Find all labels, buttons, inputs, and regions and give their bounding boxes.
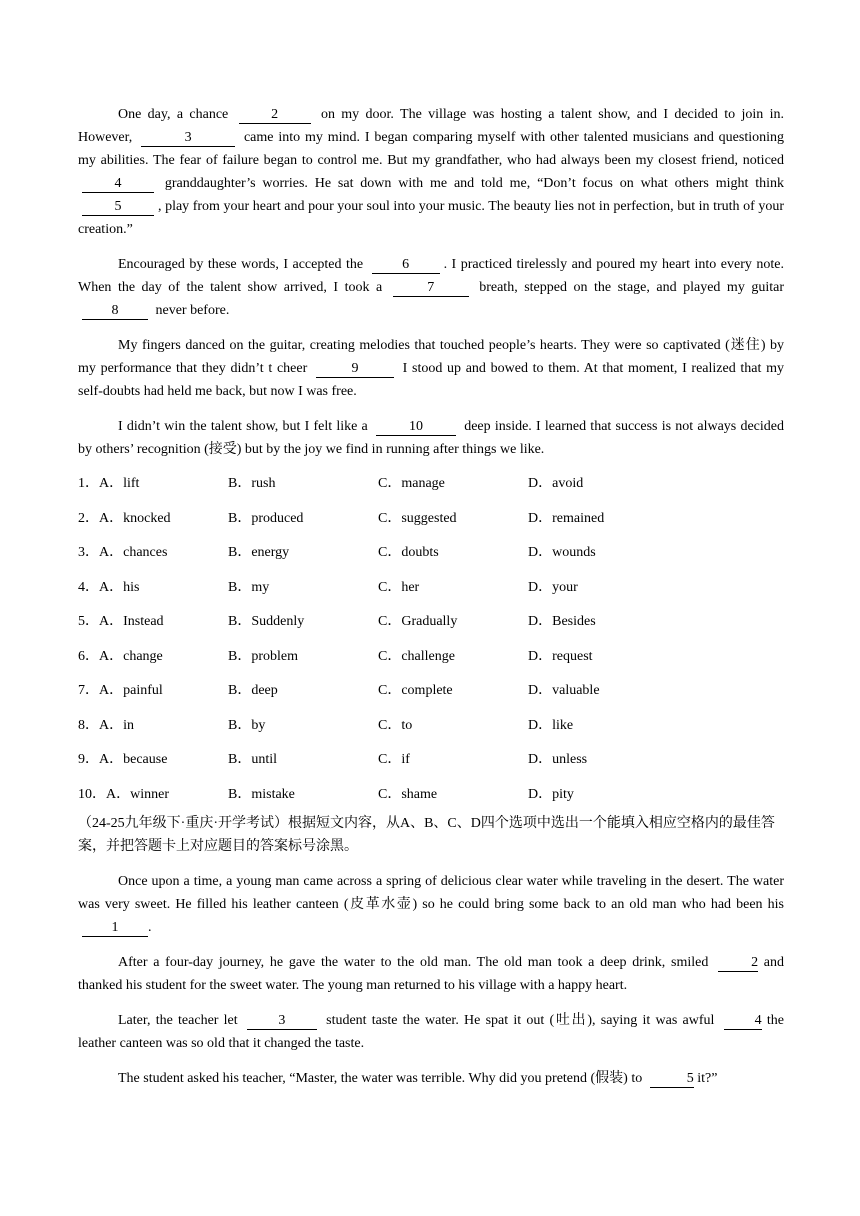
passage1-paragraph-4 [78,415,784,461]
text-run: . I practiced tirelessly and poured my heart into every note. When the day of the talent show arrived, I took a [78,257,784,295]
option-row-4 [78,576,784,611]
option-b: B．until [228,752,278,767]
option-c: C．challenge [378,648,455,664]
text-run: . [148,920,152,935]
passage1-paragraph-3 [78,334,784,403]
option-a: 8．A．in [78,717,134,733]
blank-4: 4 [82,176,154,193]
text-run: never before. [152,303,230,318]
option-d: D．pity [528,786,574,802]
option-c: C．shame [378,786,438,802]
option-c: C．suggested [378,510,457,526]
text-run: , play from your heart and pour your soul into your music. The beauty lies not in perfection, but in truth of your creation.” [78,199,784,237]
text-run: it?” [697,1071,718,1086]
option-a: 3．A．chances [78,545,168,560]
text-run: I stood up and bowed to them. At that moment, I realized that my self-doubts had held me back, but now I was free. [78,361,784,399]
blank-2: 2 [239,107,311,124]
text-run: After a four-day journey, he gave the water to the old man. The old man took a deep drink, smiled [118,955,715,970]
text-run: granddaughter’s worries. He sat down with me and told me, “Don’t focus on what others might think [158,176,784,191]
text-run: on my door. The village was hosting a talent show, and I decided to join in. However, [78,107,784,145]
option-row-5 [78,610,784,645]
text-run: I didn’t win the talent show, but I felt like a [118,419,372,434]
text-run: the leather canteen was so old that it changed the taste. [78,1013,784,1051]
option-a: 7．A．painful [78,683,163,698]
option-row-9 [78,748,784,783]
option-c: C．doubts [378,545,439,560]
passage2-paragraph-4 [78,1067,784,1090]
text-run: The student asked his teacher, “Master, the water was terrible. Why did you pretend (假装) to [118,1071,646,1086]
blank-10: 10 [376,419,456,436]
option-d: D．Besides [528,614,596,629]
option-row-8 [78,714,784,749]
document-content [78,103,784,1090]
option-d: D．unless [528,752,588,767]
text-run: My fingers danced on the guitar, creating melodies that touched people’s hearts. They were so captivated (迷住) by my performance that they didn’t t cheer [78,338,784,376]
option-a: 2．A．knocked [78,510,171,526]
option-b: B．my [228,579,270,595]
text-run: Later, the teacher let [118,1013,243,1028]
option-d: D．wounds [528,545,596,560]
option-a: 9．A．because [78,752,168,767]
blank-5: 5 [650,1071,694,1088]
passage2-paragraph-1 [78,870,784,939]
blank-5: 5 [82,199,154,216]
options-list [78,472,784,817]
blank-7: 7 [393,280,469,297]
blank-3: 3 [141,130,235,147]
option-c: C．manage [378,476,445,491]
option-b: B．mistake [228,786,295,802]
option-row-7 [78,679,784,714]
blank-3: 3 [247,1013,317,1030]
option-a: 4．A．his [78,579,140,595]
text-run: Once upon a time, a young man came across a spring of delicious clear water while traveling in the desert. The water was very sweet. He filled his leather canteen (皮革水壶) so he could bring some back to an old man who had been his [78,874,784,912]
option-row-2 [78,507,784,542]
option-c: C．Gradually [378,614,458,629]
option-a: 10．A．winner [78,786,169,802]
blank-8: 8 [82,303,148,320]
option-b: B．produced [228,510,304,526]
text-run: and thanked his student for the sweet water. The young man returned to his village with a happy heart. [78,955,784,993]
option-c: C．if [378,752,410,767]
text-run: deep inside. I learned that success is not always decided by others’ recognition (接受) but by the joy we find in running after things we like. [78,419,784,457]
passage1-paragraph-1 [78,103,784,241]
text-run: student taste the water. He spat it out (吐出), saying it was awful [320,1013,720,1028]
text-run: Encouraged by these words, I accepted the [118,257,368,272]
option-b: B．deep [228,683,278,698]
option-row-6 [78,645,784,680]
text-run: came into my mind. I began comparing myself with other talented musicians and questioning my abilities. The fear of failure began to control me. But my grandfather, who had always been my closest friend, noticed [78,130,785,168]
option-b: B．Suddenly [228,614,305,629]
blank-2: 2 [718,955,758,972]
option-d: D．remained [528,510,605,526]
blank-1: 1 [82,920,148,937]
option-row-1 [78,472,784,507]
passage2-paragraph-2 [78,951,784,997]
option-row-3 [78,541,784,576]
option-b: B．energy [228,545,290,560]
option-row-10 [78,783,784,818]
passage2 [78,870,784,1090]
option-a: 5．A．Instead [78,614,164,629]
blank-9: 9 [316,361,394,378]
passage1-paragraph-2 [78,253,784,322]
option-d: D．request [528,648,593,664]
option-a: 1．A．lift [78,476,140,491]
passage2-paragraph-3 [78,1009,784,1055]
option-b: B．problem [228,648,298,664]
section2-instructions: （24-25九年级下·重庆·开学考试）根据短文内容，从A、B、C、D四个选项中选出一个能填入相应空格内的最佳答案，并把答题卡上对应题目的答案标号涂黑。 [78,816,775,854]
option-b: B．by [228,717,266,733]
option-d: D．like [528,717,574,733]
option-c: C．to [378,717,413,733]
option-d: D．your [528,579,578,595]
option-d: D．avoid [528,476,584,491]
option-b: B．rush [228,476,276,491]
option-c: C．complete [378,683,453,698]
blank-4: 4 [724,1013,762,1030]
option-d: D．valuable [528,683,600,698]
option-a: 6．A．change [78,648,163,664]
text-run: breath, stepped on the stage, and played my guitar [472,280,784,295]
option-c: C．her [378,579,420,595]
text-run: One day, a chance [118,107,235,122]
blank-6: 6 [372,257,440,274]
